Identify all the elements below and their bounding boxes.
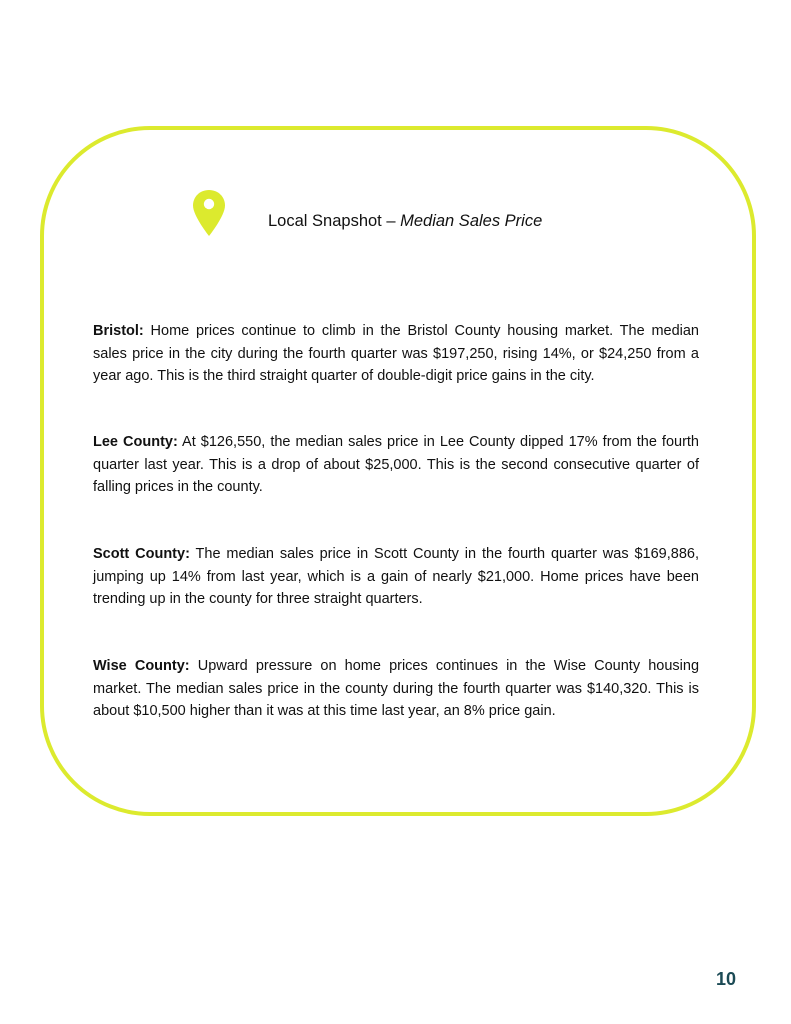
- section-lee-county: [93, 431, 699, 499]
- section-scott-county: [93, 543, 699, 611]
- location-pin-icon: [192, 189, 226, 237]
- section-text: Home prices continue to climb in the Bristol County housing market. The median sales price in the city during the fourth quarter was $197,250, rising 14%, or $24,250 from a year ago. This is the third straight quarter of double-digit price gains in the city.: [93, 323, 699, 384]
- section-wise-county: [93, 655, 699, 723]
- page-number: 10: [716, 969, 737, 989]
- section-label: Scott County:: [93, 546, 190, 562]
- page-title: [268, 210, 542, 232]
- title-emphasis: Median Sales Price: [400, 212, 543, 230]
- section-label: Bristol:: [93, 323, 144, 339]
- section-label: Wise County:: [93, 658, 190, 674]
- section-text: Upward pressure on home prices continues in the Wise County housing market. The median sales price in the county during the fourth quarter was $140,320. This is about $10,500 higher than it was at this time last year, an 8% price gain.: [93, 658, 700, 719]
- section-bristol: [93, 320, 699, 388]
- section-text: At $126,550, the median sales price in Lee County dipped 17% from the fourth quarter last year. This is a drop of about $25,000. This is the second consecutive quarter of falling prices in the county.: [93, 434, 699, 495]
- section-text: The median sales price in Scott County in the fourth quarter was $169,886, jumping up 14% from last year, which is a gain of nearly $21,000. Home prices have been trending up in the county for three straight quarters.: [93, 546, 699, 607]
- title-prefix: Local Snapshot –: [268, 212, 401, 230]
- section-label: Lee County:: [93, 434, 178, 450]
